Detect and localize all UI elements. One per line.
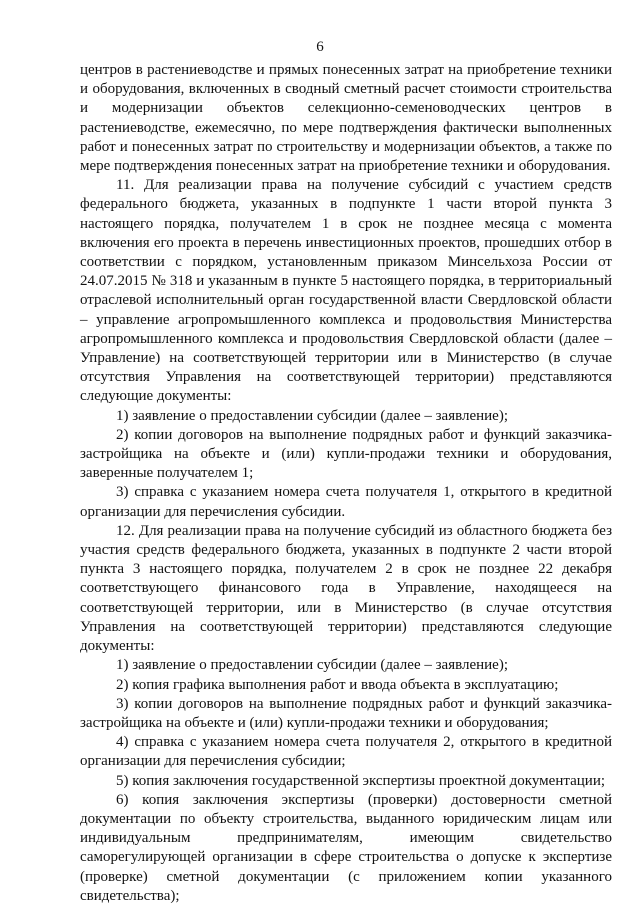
page-number: 6 (316, 39, 324, 55)
list-item: 1) заявление о предоставлении субсидии (далее – заявление); (116, 407, 508, 424)
paragraph-item-12: 12. Для реализации права на получение субсидий из областного бюджета без участия средств федерального бюджета, указанных в подпункте 2 части второй пункта 3 настоящего порядка, получателем 2 в срок не позднее 22 декабря соответствующего финансового года в Управление, находящееся на соответствующей территории, или в Министерство (в случае отсутствия Управления на соответствующей территории) представляются следующие документы: (80, 522, 612, 655)
list-item: 1) заявление о предоставлении субсидии (далее – заявление); (116, 657, 508, 674)
document-body (80, 61, 612, 906)
list-item: 3) справка с указанием номера счета получателя 1, открытого в кредитной организации для перечисления субсидии. (80, 484, 612, 520)
paragraph-continuation: центров в растениеводстве и прямых понесенных затрат на приобретение техники и оборудования, включенных в сводный сметный расчет стоимости строительства и модернизации объектов селекционно-семеноводческих центров в растениеводстве, ежемесячно, по мере подтверждения фактически выполненных работ и понесенных затрат по строительству и модернизации объектов, а также по мере подтверждения понесенных затрат на приобретение техники и оборудования. (80, 62, 612, 175)
list-item: 4) справка с указанием номера счета получателя 2, открытого в кредитной организации для перечисления субсидии; (80, 734, 612, 770)
list-item: 5) копия заключения государственной экспертизы проектной документации; (116, 772, 606, 789)
list-item: 3) копии договоров на выполнение подрядных работ и функций заказчика-застройщика на объекте и (или) купли-продажи техники и оборудования; (80, 695, 612, 731)
list-item: 2) копии договоров на выполнение подрядных работ и функций заказчика-застройщика на объекте и (или) купли-продажи техники и оборудования, заверенные получателем 1; (80, 426, 612, 482)
list-item: 6) копия заключения экспертизы (проверки) достоверности сметной документации по объекту строительства, выданного юридическим лицам или индивидуальным предпринимателям, имеющим свидетельство саморегулирующей организации в сфере строительства о допуске к экспертизе (проверке) сметной документации (с приложением копии указанного свидетельства); (80, 791, 612, 904)
list-item: 2) копия графика выполнения работ и ввода объекта в эксплуатацию; (116, 676, 559, 693)
paragraph-item-11: 11. Для реализации права на получение субсидий с участием средств федерального бюджета, указанных в подпункте 1 части второй пункта 3 настоящего порядка, получателем 1 в срок не позднее месяца с момента включения его проекта в перечень инвестиционных проектов, прошедших отбор в соответствии с порядком, установленным приказом Минсельхоза России от 24.07.2015 № 318 и указанным в пункте 5 настоящего порядка, в территориальный отраслевой исполнительный орган государственной власти Свердловской области – управление агропромышленного комплекса и продовольствия Министерства агропромышленного комплекса и продовольствия Свердловской области (далее – Управление) на соответствующей территории или в Министерство (в случае отсутствия Управления на соответствующей территории) представляются следующие документы: (80, 177, 612, 405)
